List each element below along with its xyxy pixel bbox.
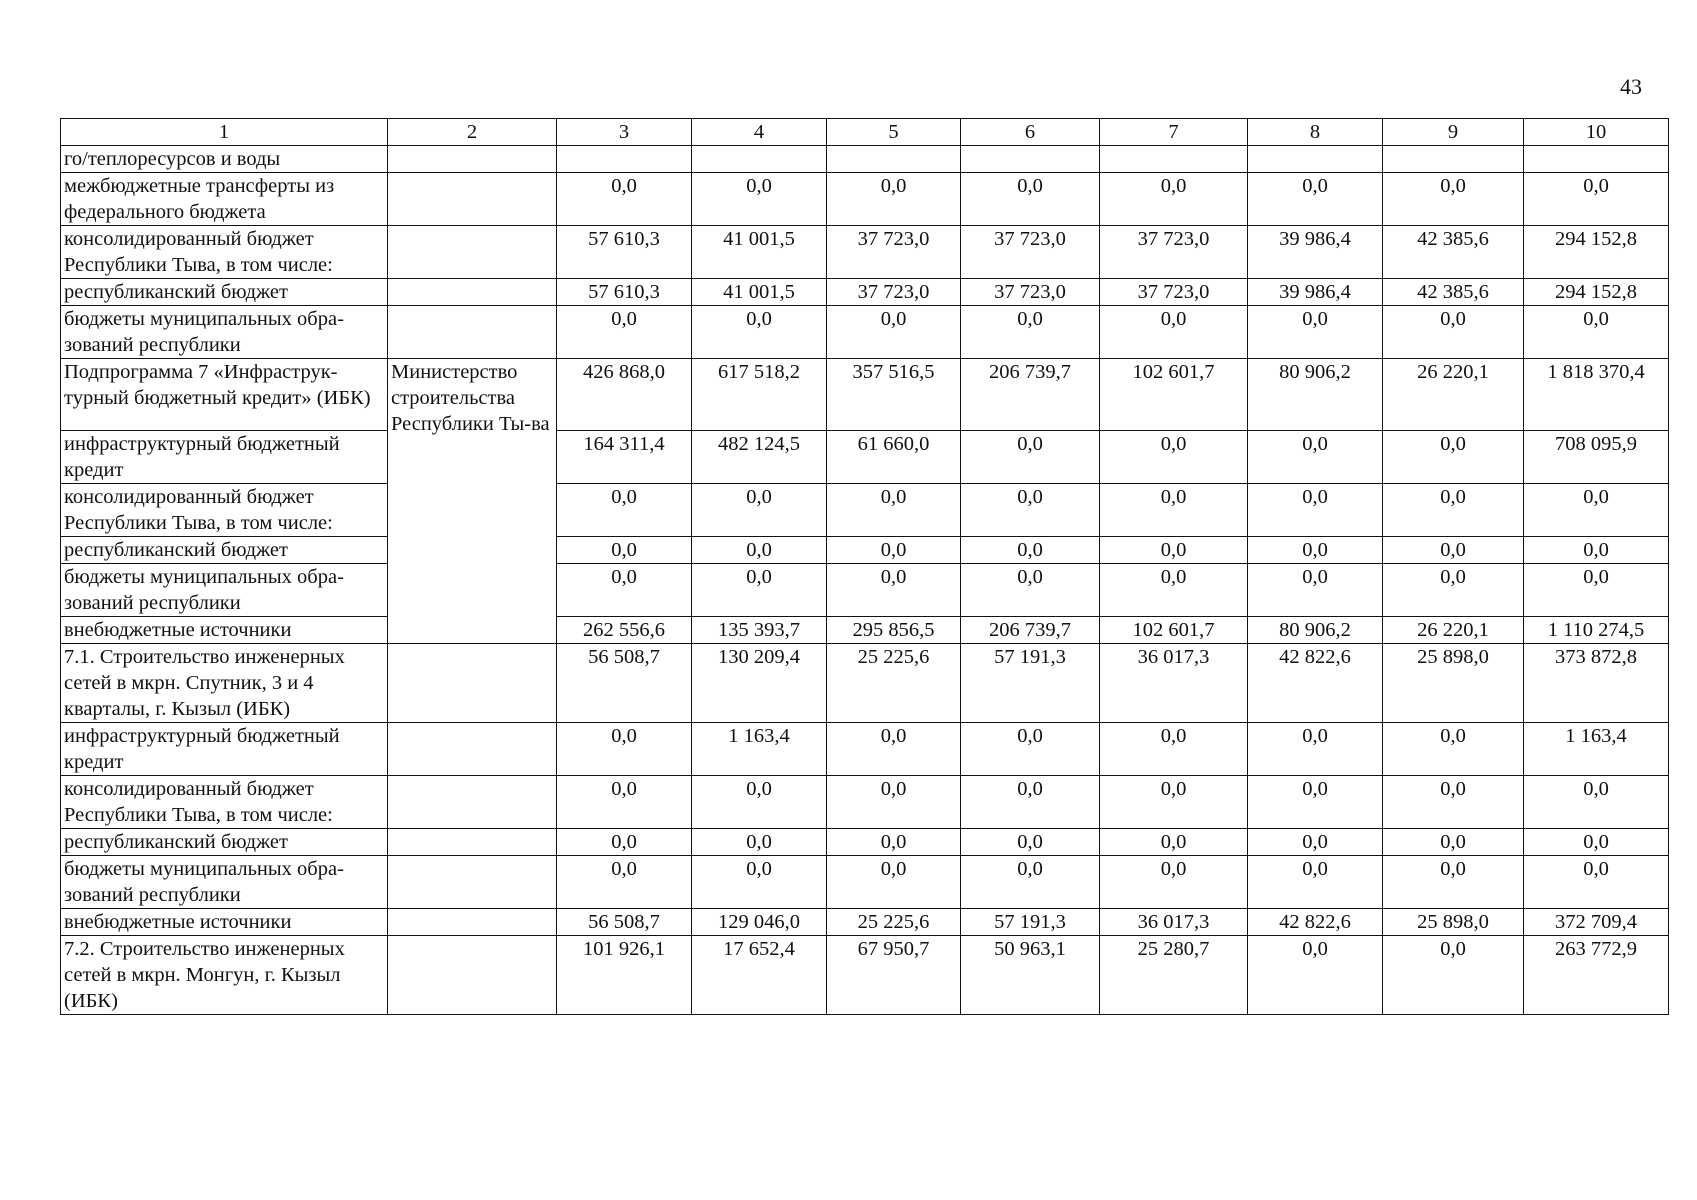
value-cell: 36 017,3 (1100, 644, 1248, 723)
executor-cell-empty (388, 936, 557, 1015)
value-cell: 56 508,7 (557, 644, 692, 723)
value-cell: 708 095,9 (1524, 431, 1669, 484)
value-cell: 0,0 (1248, 776, 1383, 829)
value-cell: 0,0 (1383, 431, 1524, 484)
row-label: республиканский бюджет (61, 829, 388, 856)
value-cell: 0,0 (1524, 306, 1669, 359)
value-cell: 41 001,5 (692, 279, 827, 306)
value-cell: 0,0 (827, 537, 961, 564)
value-cell: 294 152,8 (1524, 279, 1669, 306)
value-cell: 0,0 (1383, 856, 1524, 909)
value-cell: 102 601,7 (1100, 617, 1248, 644)
column-header: 2 (388, 119, 557, 146)
value-cell: 0,0 (557, 537, 692, 564)
value-cell: 0,0 (827, 564, 961, 617)
value-cell: 426 868,0 (557, 359, 692, 431)
value-cell: 0,0 (1383, 537, 1524, 564)
value-cell: 0,0 (961, 306, 1100, 359)
value-cell: 102 601,7 (1100, 359, 1248, 431)
table-row (61, 279, 1669, 306)
value-cell: 1 110 274,5 (1524, 617, 1669, 644)
table-row (61, 644, 1669, 723)
value-cell: 0,0 (1100, 776, 1248, 829)
value-cell: 25 280,7 (1100, 936, 1248, 1015)
value-cell: 0,0 (1524, 856, 1669, 909)
row-label: консолидированный бюджет Республики Тыва, в том числе: (61, 484, 388, 537)
value-cell: 37 723,0 (827, 279, 961, 306)
value-cell: 0,0 (1524, 776, 1669, 829)
value-cell: 0,0 (961, 723, 1100, 776)
row-label: межбюджетные трансферты из федерального бюджета (61, 173, 388, 226)
table-body (61, 146, 1669, 1015)
column-header: 10 (1524, 119, 1669, 146)
value-cell: 0,0 (1524, 564, 1669, 617)
value-cell: 80 906,2 (1248, 617, 1383, 644)
value-cell: 50 963,1 (961, 936, 1100, 1015)
value-cell: 25 898,0 (1383, 909, 1524, 936)
value-cell (1100, 146, 1248, 173)
value-cell: 0,0 (1248, 936, 1383, 1015)
value-cell: 0,0 (692, 484, 827, 537)
value-cell: 0,0 (1248, 431, 1383, 484)
executor-cell-empty (388, 173, 557, 226)
value-cell: 39 986,4 (1248, 226, 1383, 279)
column-header: 4 (692, 119, 827, 146)
value-cell: 17 652,4 (692, 936, 827, 1015)
value-cell: 39 986,4 (1248, 279, 1383, 306)
value-cell: 0,0 (557, 173, 692, 226)
table-header (61, 119, 1669, 146)
value-cell: 1 818 370,4 (1524, 359, 1669, 431)
value-cell: 57 191,3 (961, 909, 1100, 936)
value-cell: 57 610,3 (557, 279, 692, 306)
table-row (61, 856, 1669, 909)
row-label: бюджеты муниципальных обра-зований республики (61, 856, 388, 909)
value-cell: 0,0 (1383, 484, 1524, 537)
value-cell: 0,0 (1100, 723, 1248, 776)
value-cell: 482 124,5 (692, 431, 827, 484)
value-cell (1524, 146, 1669, 173)
value-cell: 0,0 (827, 856, 961, 909)
value-cell: 0,0 (692, 776, 827, 829)
value-cell: 0,0 (961, 537, 1100, 564)
column-header: 8 (1248, 119, 1383, 146)
value-cell (1383, 146, 1524, 173)
row-label: бюджеты муниципальных обра-зований республики (61, 564, 388, 617)
value-cell: 373 872,8 (1524, 644, 1669, 723)
value-cell: 0,0 (1524, 173, 1669, 226)
value-cell: 57 610,3 (557, 226, 692, 279)
value-cell: 0,0 (1383, 723, 1524, 776)
value-cell: 0,0 (1248, 564, 1383, 617)
table-row (61, 564, 1669, 617)
value-cell: 135 393,7 (692, 617, 827, 644)
value-cell: 0,0 (961, 829, 1100, 856)
row-label: республиканский бюджет (61, 537, 388, 564)
value-cell: 0,0 (827, 723, 961, 776)
table-row (61, 484, 1669, 537)
value-cell: 0,0 (1248, 173, 1383, 226)
value-cell: 0,0 (1100, 564, 1248, 617)
value-cell: 0,0 (1524, 829, 1669, 856)
column-header: 1 (61, 119, 388, 146)
value-cell: 37 723,0 (961, 226, 1100, 279)
executor-cell-empty (388, 279, 557, 306)
value-cell: 294 152,8 (1524, 226, 1669, 279)
row-label: внебюджетные источники (61, 617, 388, 644)
value-cell: 0,0 (1100, 829, 1248, 856)
value-cell: 263 772,9 (1524, 936, 1669, 1015)
value-cell: 0,0 (1524, 484, 1669, 537)
value-cell: 0,0 (557, 856, 692, 909)
value-cell: 130 209,4 (692, 644, 827, 723)
value-cell: 25 898,0 (1383, 644, 1524, 723)
column-header: 6 (961, 119, 1100, 146)
value-cell: 262 556,6 (557, 617, 692, 644)
value-cell: 41 001,5 (692, 226, 827, 279)
value-cell: 295 856,5 (827, 617, 961, 644)
value-cell: 0,0 (1383, 776, 1524, 829)
row-label: Подпрограмма 7 «Инфраструк-турный бюджетный кредит» (ИБК) (61, 359, 388, 431)
value-cell: 0,0 (827, 829, 961, 856)
executor-cell-empty (388, 146, 557, 173)
table-row (61, 537, 1669, 564)
value-cell: 0,0 (557, 776, 692, 829)
value-cell: 37 723,0 (1100, 226, 1248, 279)
column-header: 5 (827, 119, 961, 146)
value-cell: 0,0 (1524, 537, 1669, 564)
page-number: 43 (1620, 74, 1642, 99)
executor-cell-empty (388, 306, 557, 359)
column-header: 3 (557, 119, 692, 146)
value-cell: 57 191,3 (961, 644, 1100, 723)
executor-cell-empty (388, 644, 557, 723)
table-row (61, 617, 1669, 644)
value-cell: 42 822,6 (1248, 909, 1383, 936)
row-label: инфраструктурный бюджетный кредит (61, 431, 388, 484)
value-cell: 0,0 (692, 856, 827, 909)
table-row (61, 936, 1669, 1015)
value-cell: 0,0 (557, 306, 692, 359)
table-row (61, 173, 1669, 226)
row-label: внебюджетные источники (61, 909, 388, 936)
table-row (61, 359, 1669, 431)
value-cell: 164 311,4 (557, 431, 692, 484)
value-cell: 25 225,6 (827, 909, 961, 936)
value-cell: 0,0 (961, 173, 1100, 226)
value-cell: 0,0 (1248, 537, 1383, 564)
value-cell: 0,0 (827, 173, 961, 226)
value-cell: 26 220,1 (1383, 617, 1524, 644)
value-cell: 206 739,7 (961, 617, 1100, 644)
value-cell: 0,0 (1248, 856, 1383, 909)
value-cell: 56 508,7 (557, 909, 692, 936)
value-cell: 129 046,0 (692, 909, 827, 936)
value-cell: 0,0 (961, 564, 1100, 617)
table-row (61, 146, 1669, 173)
executor-cell-empty (388, 226, 557, 279)
value-cell: 0,0 (692, 537, 827, 564)
value-cell: 0,0 (1100, 484, 1248, 537)
value-cell: 617 518,2 (692, 359, 827, 431)
value-cell: 0,0 (961, 484, 1100, 537)
value-cell: 0,0 (1100, 856, 1248, 909)
value-cell: 0,0 (1100, 431, 1248, 484)
value-cell: 0,0 (961, 431, 1100, 484)
row-label: инфраструктурный бюджетный кредит (61, 723, 388, 776)
table-row (61, 776, 1669, 829)
value-cell: 0,0 (1383, 306, 1524, 359)
table-row (61, 829, 1669, 856)
value-cell: 36 017,3 (1100, 909, 1248, 936)
table-row (61, 431, 1669, 484)
value-cell: 1 163,4 (1524, 723, 1669, 776)
value-cell: 0,0 (961, 776, 1100, 829)
value-cell: 0,0 (1100, 537, 1248, 564)
value-cell: 206 739,7 (961, 359, 1100, 431)
table-row (61, 909, 1669, 936)
value-cell (1248, 146, 1383, 173)
row-label: бюджеты муниципальных обра-зований республики (61, 306, 388, 359)
value-cell: 101 926,1 (557, 936, 692, 1015)
executor-cell-empty (388, 856, 557, 909)
column-header: 9 (1383, 119, 1524, 146)
value-cell: 67 950,7 (827, 936, 961, 1015)
value-cell: 0,0 (827, 776, 961, 829)
value-cell: 25 225,6 (827, 644, 961, 723)
value-cell: 26 220,1 (1383, 359, 1524, 431)
value-cell: 0,0 (1383, 936, 1524, 1015)
value-cell: 37 723,0 (1100, 279, 1248, 306)
row-label: го/теплоресурсов и воды (61, 146, 388, 173)
value-cell: 42 822,6 (1248, 644, 1383, 723)
executor-cell: Министерство строительства Республики Ты-ва (388, 359, 557, 644)
value-cell: 0,0 (961, 856, 1100, 909)
value-cell: 0,0 (557, 723, 692, 776)
value-cell: 0,0 (557, 484, 692, 537)
row-label: консолидированный бюджет Республики Тыва, в том числе: (61, 226, 388, 279)
value-cell: 37 723,0 (961, 279, 1100, 306)
value-cell: 37 723,0 (827, 226, 961, 279)
value-cell: 0,0 (827, 306, 961, 359)
table-row (61, 306, 1669, 359)
executor-cell-empty (388, 776, 557, 829)
value-cell: 42 385,6 (1383, 279, 1524, 306)
value-cell: 61 660,0 (827, 431, 961, 484)
value-cell: 0,0 (692, 173, 827, 226)
value-cell: 0,0 (557, 564, 692, 617)
value-cell: 0,0 (1383, 829, 1524, 856)
row-label: республиканский бюджет (61, 279, 388, 306)
value-cell: 0,0 (1100, 306, 1248, 359)
value-cell (692, 146, 827, 173)
value-cell: 0,0 (1100, 173, 1248, 226)
value-cell: 0,0 (1248, 306, 1383, 359)
value-cell: 0,0 (1248, 829, 1383, 856)
value-cell: 0,0 (692, 829, 827, 856)
value-cell: 0,0 (1248, 723, 1383, 776)
value-cell: 357 516,5 (827, 359, 961, 431)
executor-cell-empty (388, 723, 557, 776)
table-row (61, 723, 1669, 776)
value-cell: 0,0 (1248, 484, 1383, 537)
executor-cell-empty (388, 909, 557, 936)
header-row (61, 119, 1669, 146)
value-cell (827, 146, 961, 173)
value-cell: 0,0 (827, 484, 961, 537)
budget-table (60, 118, 1669, 1015)
value-cell (961, 146, 1100, 173)
value-cell: 0,0 (1383, 173, 1524, 226)
value-cell: 1 163,4 (692, 723, 827, 776)
executor-cell-empty (388, 829, 557, 856)
value-cell: 80 906,2 (1248, 359, 1383, 431)
row-label: консолидированный бюджет Республики Тыва, в том числе: (61, 776, 388, 829)
row-label: 7.1. Строительство инженерных сетей в мкрн. Спутник, 3 и 4 кварталы, г. Кызыл (ИБК) (61, 644, 388, 723)
value-cell: 0,0 (692, 564, 827, 617)
value-cell: 0,0 (692, 306, 827, 359)
value-cell: 42 385,6 (1383, 226, 1524, 279)
table-row (61, 226, 1669, 279)
value-cell (557, 146, 692, 173)
row-label: 7.2. Строительство инженерных сетей в мкрн. Монгун, г. Кызыл (ИБК) (61, 936, 388, 1015)
value-cell: 372 709,4 (1524, 909, 1669, 936)
value-cell: 0,0 (1383, 564, 1524, 617)
value-cell: 0,0 (557, 829, 692, 856)
column-header: 7 (1100, 119, 1248, 146)
